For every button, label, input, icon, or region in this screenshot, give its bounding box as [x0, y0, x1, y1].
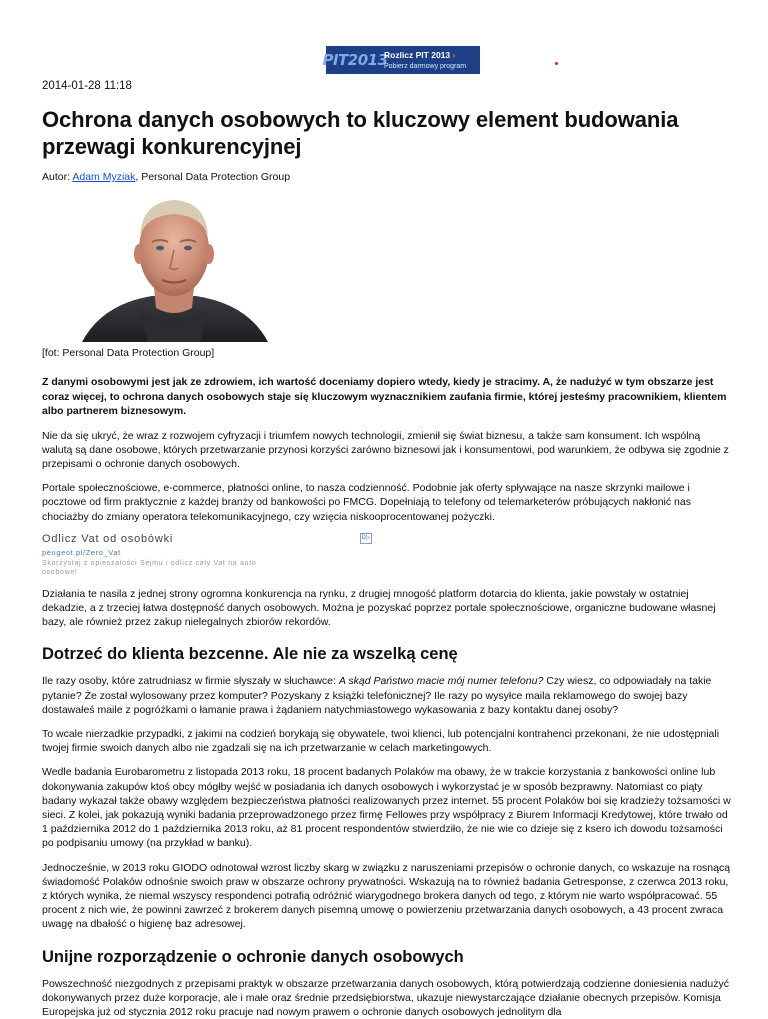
banner-text — [384, 51, 466, 70]
paragraph-2: Portale społecznościowe, e-commerce, płatności online, to nasza codzienność. Podobnie jak oferty spływające na nasze skrzynki mailowe i pocztowe od firm praktycznie z każdej branży od bankowości po FMCG. Dopełniają to telefony od telemarketerów próbujących nakłonić nas chociażby do zmiany operatora telekomunikacyjnego, czy wzięcia niskooprocentowanej pożyczki. — [42, 482, 691, 523]
section-heading-2: Unijne rozporządzenie o ochronie danych osobowych — [42, 947, 464, 966]
ad-title[interactable]: Odlicz Vat od osobówki — [42, 532, 174, 545]
article — [42, 76, 732, 1019]
paragraph-8: Powszechność niezgodnych z przepisami praktyk w obszarze przetwarzania danych osobowych, którą potwierdzają codzienne doniesienia nadużyć dokonywanych przez duże korporacje, ale i małe oraz średnie przedsiębiorstwa, ukazuje niewystarczające działanie obecnych przepisów. Komisja Europejska już od stycznia 2012 roku pracuje nad nowym prawem o ochronie danych osobowych jednolitym dla — [42, 977, 729, 1018]
author-photo — [42, 192, 306, 342]
banner-arrow-icon: › — [452, 50, 456, 60]
photo-caption: [fot: Personal Data Protection Group] — [42, 347, 215, 359]
paragraph-7: Jednocześnie, w 2013 roku GIODO odnotował wzrost liczby skarg w związku z naruszeniami przepisów o ochronie danych, co wskazuje na rosnącą świadomość Polaków odnośnie swoich praw w obszarze ochrony prywatności. Wskazują na to również badania Getresponse, z czerwca 2013 roku, z których wynika, że niemal wszyscy respondenci potrafią odróżnić wiarygodnego brokera danych od tego, z którym nie warto współpracować. 55 procent z nich wie, że powinni zawrzeć z brokerem danych pisemną umowę o powierzeniu przetwarzania danych osobowych, a 43 procent zwraca uwagę na dbałość o higienę baz adresowej. — [42, 861, 731, 931]
paragraph-1: Nie da się ukryć, że wraz z rozwojem cyfryzacji i triumfem nowych technologii, zmienił się świat biznesu, a także sam konsument. Ich wspólną walutą są dane osobowe, których przetwarzanie przynosi korzyści zarówno biznesowi jak i konsumentowi, pod warunkiem, że odbywa się zgodnie z przepisami o ochronie danych osobowych. — [42, 429, 729, 470]
paragraph-5: To wcale nierzadkie przypadki, z jakimi na codzień borykają się obywatele, twoi klienci, lub potencjalni kontrahenci przekonani, że nie udostępniali twojej firmie swoich danych albo nie zgadzali się na ich przetwarzanie w celach marketingowych. — [42, 727, 720, 755]
ad-url[interactable]: peugeot.pl/Zero_Vat — [42, 547, 121, 557]
text-ad[interactable] — [42, 533, 382, 577]
paragraph-3: Działania te nasila z jednej strony ogromna konkurencja na rynku, z drugiej mnogość platform dotarcia do klienta, jakie powstały w ostatniej dekadzie, a z trzeciej łatwa dostępność danych osobowych. Można je pozyskać poprzez portale społecznościowe, organiczne budowane własnej bazy, ale również przez zakup nielegalnych zbiorów rekordów. — [42, 587, 716, 629]
author-link[interactable]: Adam Myziak — [72, 171, 136, 183]
paragraph-4-end: Czy wiesz, co odpowiadały na takie pytanie? Że został wylosowany przez komputer? Pozyskany z książki telefonicznej? Ile razy po wysyłce maila reklamowego do swojej bazy dostawałeś maile z pogróżkami o łamanie prawa i żądaniem natychmiastowego wykasowania z bazy kontaktu danej osoby? — [42, 675, 712, 716]
paragraph-4-start: Ile razy osoby, które zatrudniasz w firmie słyszały w słuchawce: — [42, 675, 339, 688]
author-prefix: Autor: — [42, 171, 73, 183]
banner-title: Rozlicz PIT 2013 › — [384, 49, 456, 60]
pit-banner-ad[interactable] — [322, 46, 480, 74]
paragraph-6: Wedle badania Eurobarometru z listopada 2013 roku, 18 procent badanych Polaków ma obawy, że w trakcie korzystania z bankowości online lub dokonywania zakupów ktoś obcy mógłby wejść w posiadania ich danych osobowych i wykorzystać je w sposób bezprawny. Natomiast co piąty badany wykazał także obawy względem bezpieczeństwa płatności realizowanych przez internet. 55 procent Polaków boi się kradzieży tożsamości w sieci. Z kolei, jak pokazują wyniki badania przeprowadzonego przez firmę Fellowes przy współpracy z Biurem Informacji Kredytowej, które trwało od 1 października 2012 do 1 października 2013 roku, aż 81 procent respondentów stwierdziło, że nie wie co dzieje się z ksero ich dowodu tożsamości po podpisaniu umowy (na przykład w banku). — [42, 766, 731, 850]
red-dot — [555, 62, 558, 65]
section-heading-1: Dotrzeć do klienta bezcenne. Ale nie za wszelką cenę — [42, 645, 458, 664]
author-affiliation: , Personal Data Protection Group — [135, 171, 291, 183]
ad-description: Skorzystaj z opieszałości Sejmu i odlicz cały Vat na auto osobowe! — [42, 559, 257, 576]
adchoices-icon[interactable]: D▷ — [360, 533, 372, 544]
banner-subtitle: Pobierz darmowy program — [384, 62, 467, 70]
article-title: Ochrona danych osobowych to kluczowy element budowania przewagi konkurencyjnej — [42, 107, 679, 159]
article-timestamp: 2014-01-28 11:18 — [42, 80, 132, 92]
article-lead: Z danymi osobowymi jest jak ze zdrowiem, ich wartość doceniamy dopiero wtedy, kiedy je stracimy. A, że nadużyć w tym obszarze jest coraz więcej, to ochrona danych osobowych staje się kluczowym wyznacznikiem zaufania firmie, której jesteśmy pracownikiem, klientem albo partnerem biznesowym. — [42, 376, 727, 417]
paragraph-4 — [42, 674, 732, 717]
paragraph-4-quote: A skąd Państwo macie mój numer telefonu? — [338, 675, 544, 688]
pit-logo: PIT2013 — [322, 51, 388, 69]
article-author — [42, 171, 732, 183]
